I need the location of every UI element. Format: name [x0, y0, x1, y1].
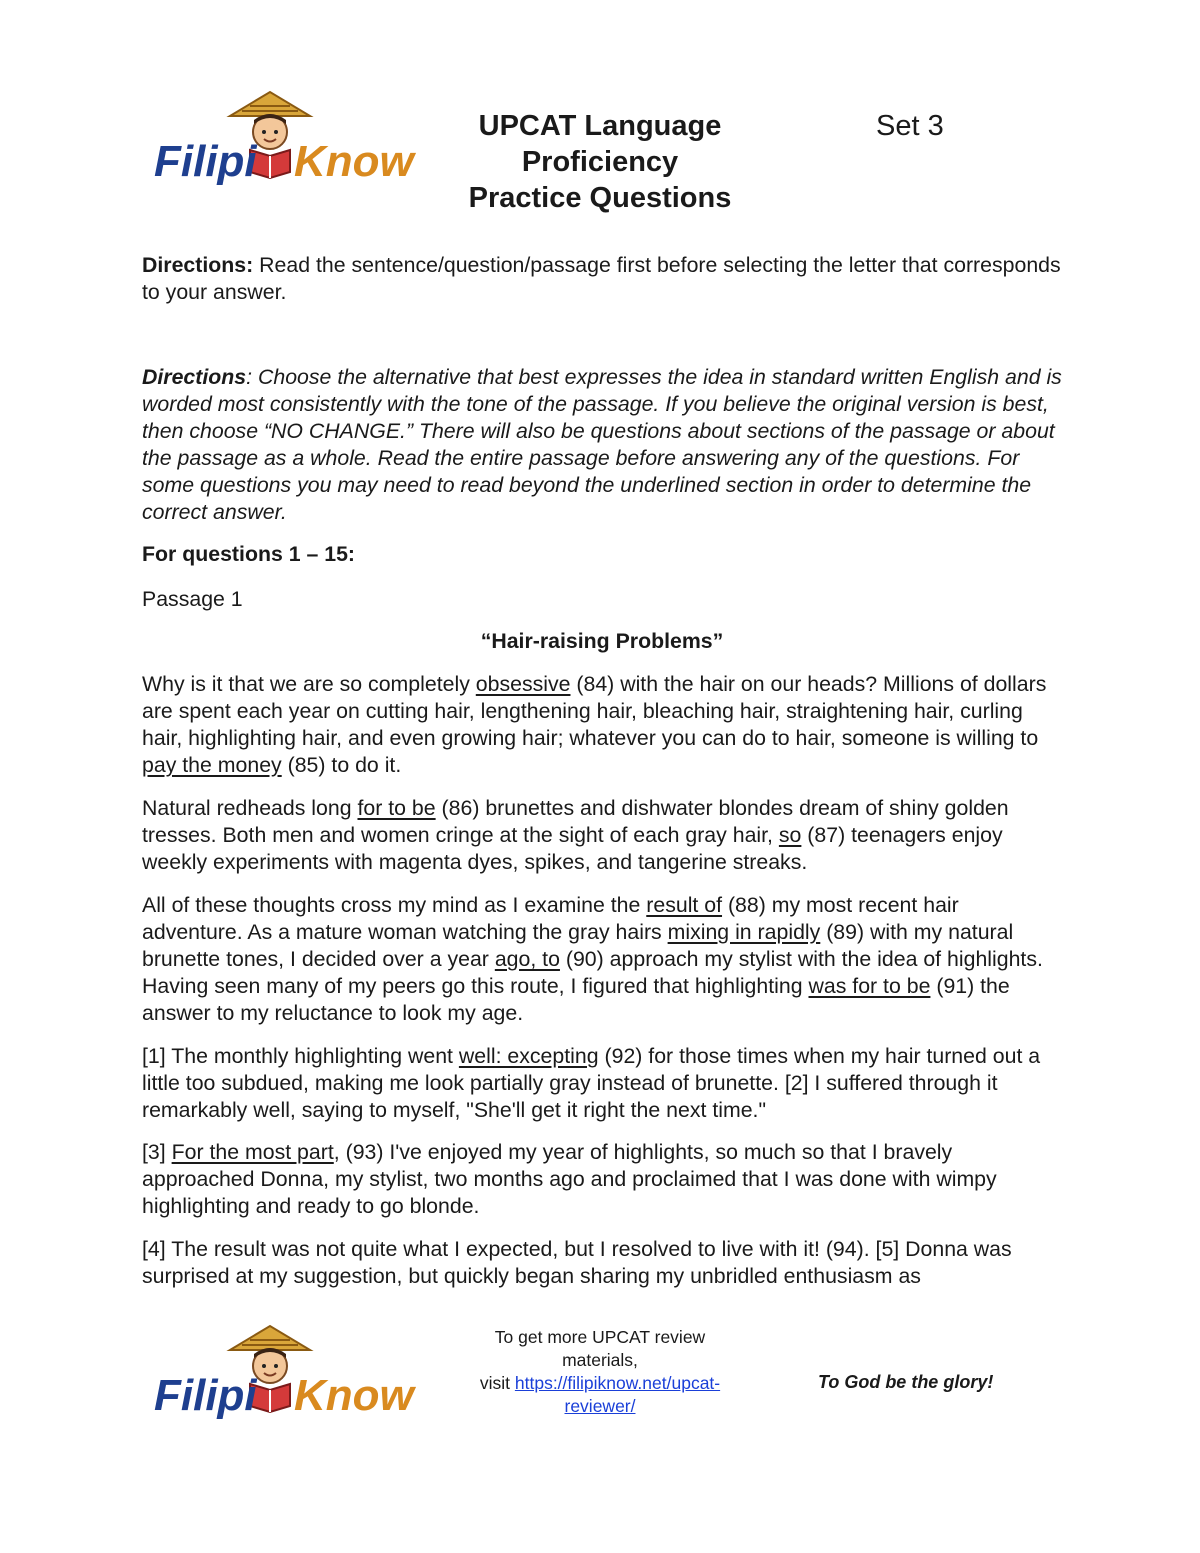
p4-underlined-92: well: excepting [458, 1044, 599, 1068]
p1-text-b: (84) with the hair on our heads? Millions of dollars are spent each year on cutting hair, lengthening hair, bleaching hair, straightening hair, curling hair, highlighting hair, and even growing hair; whatever you can do to hair, someone is willing to [142, 672, 1047, 750]
paragraph-6 [142, 1236, 1062, 1290]
footer-note [455, 1326, 745, 1418]
directions-text: Read the sentence/question/passage first before selecting the letter that corresponds to your answer. [142, 253, 1061, 304]
filipiknow-logo [152, 88, 422, 198]
p3-text-b: (88) my most recent hair adventure. As a mature woman watching the gray hairs [142, 893, 959, 944]
p2-text-a: Natural redheads long [142, 796, 358, 820]
logo-text-right: Know [294, 137, 414, 186]
directions-block-1 [142, 252, 1062, 306]
footer-visit-text: visit [479, 1373, 515, 1393]
p4-text-a: [1] The monthly highlighting went [142, 1044, 459, 1068]
p3-text-e: (91) the answer to my reluctance to look my age. [142, 974, 1010, 1025]
p3-text-d: (90) approach my stylist with the idea of highlights. Having seen many of my peers go this route, I figured that highlighting [142, 947, 1043, 998]
p6-text-a: [4] The result was not quite what I expected, but I resolved to live with it! (94). [5] Donna was surprised at my suggestion, but quickly began sharing my unbridled enthusiasm as [142, 1237, 1012, 1288]
p5-text-a: [3] [142, 1140, 172, 1164]
paragraph-3 [142, 892, 1062, 1027]
paragraph-5 [142, 1139, 1062, 1220]
title-line-2: Proficiency [521, 146, 679, 178]
p3-text-a: All of these thoughts cross my mind as I examine the [142, 893, 647, 917]
p3-underlined-90: ago, to [494, 947, 560, 971]
logo-text-left: Filipi [154, 137, 257, 186]
directions-label-2: Directions [142, 365, 247, 389]
title-line-1: UPCAT Language [478, 110, 722, 142]
paragraph-4 [142, 1043, 1062, 1124]
paragraph-2 [142, 795, 1062, 876]
footer-logo-text-right: Know [294, 1371, 414, 1420]
p2-underlined-86: for to be [357, 796, 436, 820]
p5-text-b: , (93) I've enjoyed my year of highlights, so much so that I bravely approached Donna, my stylist, two months ago and proclaimed that I was done with wimpy highlighting and ready to go blonde. [142, 1140, 997, 1218]
paragraph-1 [142, 671, 1062, 779]
page-title [430, 108, 770, 216]
p5-underlined-93: For the most part [171, 1140, 334, 1164]
p1-text-a: Why is it that we are so completely [142, 672, 476, 696]
p2-underlined-87: so [778, 823, 802, 847]
set-label: Set 3 [876, 110, 944, 142]
logo-graphic [152, 88, 422, 198]
p2-text-c: (87) teenagers enjoy weekly experiments with magenta dyes, spikes, and tangerine streaks. [142, 823, 1003, 874]
title-line-3: Practice Questions [468, 182, 732, 214]
upcat-reviewer-link[interactable]: https://filipiknow.net/upcat-reviewer/ [514, 1373, 721, 1416]
footer-logo-graphic [152, 1322, 422, 1432]
p3-underlined-89: mixing in rapidly [667, 920, 821, 944]
p1-underlined-84: obsessive [475, 672, 571, 696]
p1-text-c: (85) to do it. [281, 753, 402, 777]
footer-glory: To God be the glory! [818, 1372, 994, 1392]
p1-underlined-85: pay the money [142, 753, 282, 777]
p3-underlined-88: result of [646, 893, 723, 917]
directions-block-2 [142, 364, 1062, 526]
p2-text-b: (86) brunettes and dishwater blondes dream of shiny golden tresses. Both men and women cringe at the sight of each gray hair, [142, 796, 1009, 847]
passage-title: “Hair-raising Problems” [480, 629, 724, 653]
p4-text-b: (92) for those times when my hair turned out a little too subdued, making me look partially gray instead of brunette. [2] I suffered through it remarkably well, saying to myself, "She'll get it right the next time." [142, 1044, 1041, 1122]
questions-range: For questions 1 – 15: [142, 542, 356, 566]
passage-label: Passage 1 [142, 587, 243, 611]
p3-underlined-91: was for to be [808, 974, 931, 998]
footer-line-2 [455, 1372, 745, 1418]
footer-logo [152, 1322, 422, 1432]
p3-text-c: (89) with my natural brunette tones, I decided over a year [142, 920, 1014, 971]
footer-logo-text-left: Filipi [154, 1371, 257, 1420]
footer-line-1: To get more UPCAT review materials, [494, 1327, 706, 1370]
directions-text-2: : Choose the alternative that best expresses the idea in standard written English and is worded most consistently with the tone of the passage. If you believe the original version is best, then choose “NO CHANGE.” There will also be questions about sections of the passage or about the passage as a whole. Read the entire passage before answering any of the questions. For some questions you may need to read beyond the underlined section in order to determine the correct answer. [142, 365, 1062, 524]
directions-label: Directions: [142, 253, 254, 277]
